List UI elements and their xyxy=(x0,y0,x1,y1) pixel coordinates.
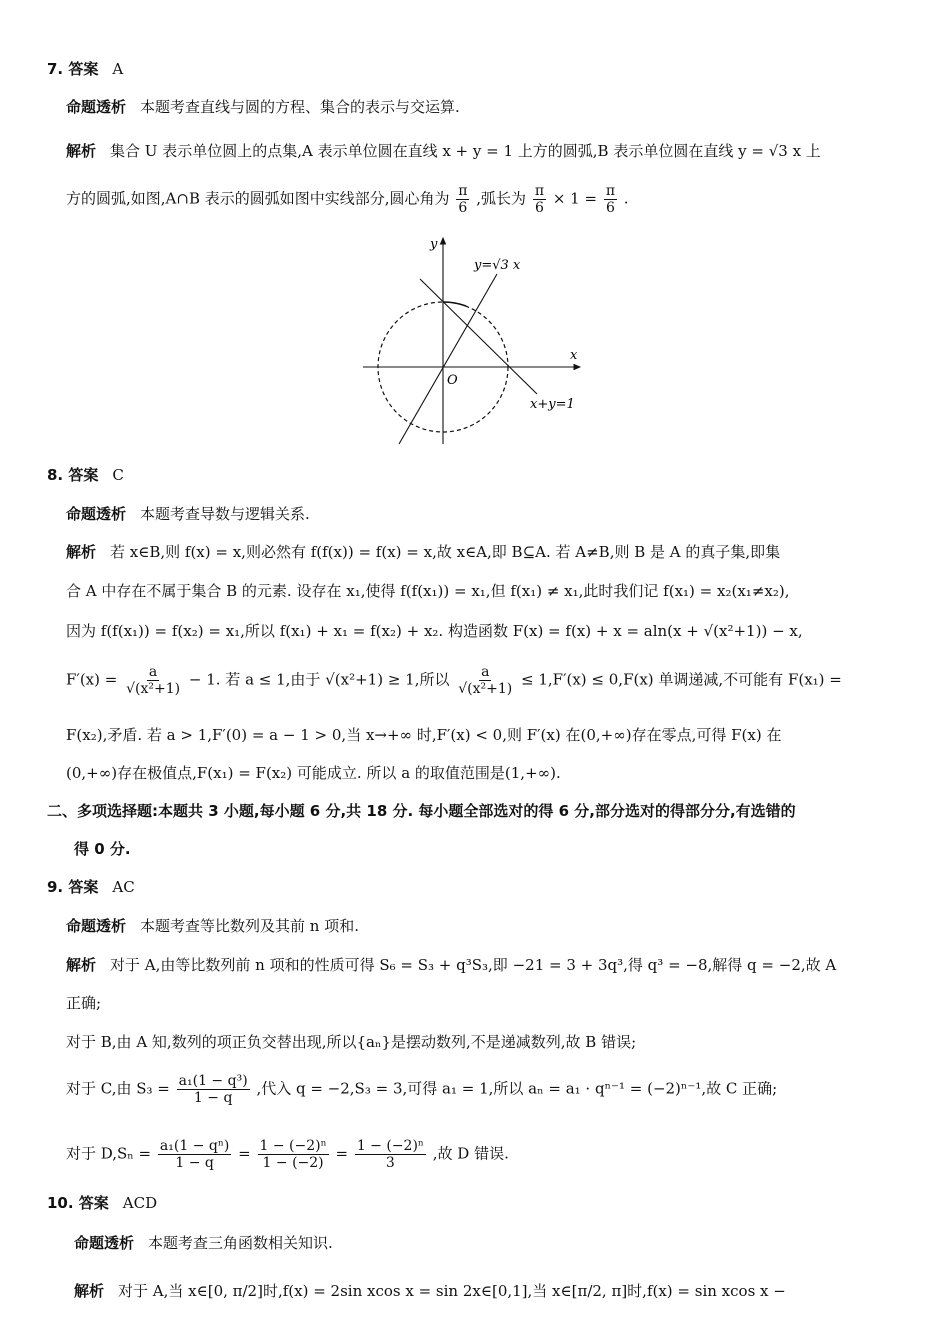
q7-intent xyxy=(66,98,460,116)
q7-analysis-line1 xyxy=(66,142,821,160)
section2-heading-cont: 得 0 分. xyxy=(74,840,131,858)
q10-intent-text: 本题考查三角函数相关知识. xyxy=(148,1234,333,1252)
q10-header xyxy=(47,1194,157,1212)
q8-number: 8. 答案 xyxy=(47,466,99,484)
q9-analysis-b: 对于 B,由 A 知,数列的项正负交替出现,所以{aₙ}是摆动数列,不是递减数列,故 B 错误; xyxy=(66,1033,637,1051)
q10-answer: ACD xyxy=(122,1194,158,1212)
q10-intent-label: 命题透析 xyxy=(74,1234,135,1252)
q7-analysis-text2: 方的圆弧,如图,A∩B 表示的圆弧如图中实线部分,圆心角为 xyxy=(66,189,450,208)
section2-heading: 二、多项选择题:本题共 3 小题,每小题 6 分,共 18 分. 每小题全部选对的得 6 分,部分选对的得部分分,有选错的 xyxy=(47,802,796,820)
q10-analysis-label: 解析 xyxy=(74,1282,105,1300)
q8-intent-label: 命题透析 xyxy=(66,505,127,523)
q9-intent-label: 命题透析 xyxy=(66,917,127,935)
q8-answer: C xyxy=(112,466,124,484)
q8-analysis-label: 解析 xyxy=(66,543,97,561)
q8-intent-text: 本题考查导数与逻辑关系. xyxy=(140,505,310,523)
q8-header xyxy=(47,466,124,484)
q9-analysis-d: 对于 D,Sₙ = $\frac{\text{a₁(1 − qⁿ)}}{1 - q}$ = $\frac{\text{1 − (−2)ⁿ}}{1 - (-2)}$ = $\frac{\text{1 − (−2)ⁿ}}{3}$ ,故 D 错误. xyxy=(66,1138,509,1172)
q9-answer: AC xyxy=(112,878,135,896)
q8-analysis-line5: F(x₂),矛盾. 若 a > 1,F′(0) = a − 1 > 0,当 x→+∞ 时,F′(x) < 0,则 F′(x) 在(0,+∞)存在零点,可得 F(x) 在 xyxy=(66,726,782,744)
q10-analysis-a1: 解析 对于 A,当 x∈[0, π/2]时,f(x) = 2sin xcos x = sin 2x∈[0,1],当 x∈[π/2, π]时,f(x) = sin xcos x − xyxy=(74,1282,786,1300)
q9-analysis-a1: 解析 对于 A,由等比数列前 n 项和的性质可得 S₆ = S₃ + q³S₃,即 −21 = 3 + 3q³,得 q³ = −8,解得 q = −2,故 A xyxy=(66,956,837,974)
line2-label: x+y=1 xyxy=(530,397,575,412)
q7-analysis-label: 解析 xyxy=(66,142,97,160)
q8-analysis-line6: (0,+∞)存在极值点,F(x₁) = F(x₂) 可能成立. 所以 a 的取值范围是(1,+∞). xyxy=(66,764,561,782)
result-fraction: $\frac{\pi}{6}$ xyxy=(605,183,616,217)
y-axis-label: y xyxy=(430,237,438,252)
q7-answer: A xyxy=(112,60,124,78)
q7-header xyxy=(47,60,123,78)
q8-analysis-line4: F′(x) = $\frac{a}{\text{√(x²+1)}}$ − 1. 若 a ≤ 1,由于 √(x²+1) ≥ 1,所以 $\frac{a}{\text{√(x²+1)}}$ ≤ 1,F′(x) ≤ 0,F(x) 单调递减,不可能有 F(x₁) = xyxy=(66,664,842,698)
q10-intent xyxy=(74,1234,333,1252)
q7-analysis-line2: 方的圆弧,如图,A∩B 表示的圆弧如图中实线部分,圆心角为 $\frac{\pi}{6}$ ,弧长为 $\frac{\pi}{6}$ × 1 = $\frac{\pi}{6}$ . xyxy=(66,183,629,217)
q8-intent xyxy=(66,505,310,523)
q9-intent-text: 本题考查等比数列及其前 n 项和. xyxy=(140,917,359,935)
s3-fraction: $\frac{\text{a₁(1 − q³)}}{1 - q}$ xyxy=(178,1073,248,1107)
q7-number: 7. 答案 xyxy=(47,60,99,78)
q7-intent-label: 命题透析 xyxy=(66,98,127,116)
x-axis-label: x xyxy=(570,348,578,363)
q10-number: 10. 答案 xyxy=(47,1194,109,1212)
q8-analysis-line1: 解析 若 x∈B,则 f(x) = x,则必然有 f(f(x)) = f(x) = x,故 x∈A,即 B⊆A. 若 A≠B,则 B 是 A 的真子集,即集 xyxy=(66,543,781,561)
angle-fraction: $\frac{\pi}{6}$ xyxy=(458,183,468,217)
q9-header xyxy=(47,878,135,896)
q9-number: 9. 答案 xyxy=(47,878,99,896)
bound-fraction: $\frac{a}{\text{√(x²+1)}}$ xyxy=(458,664,513,698)
arc-fraction: $\frac{\pi}{6}$ xyxy=(534,183,545,217)
q9-analysis-a2: 正确; xyxy=(66,994,102,1012)
line1-label: y=√3 x xyxy=(474,258,521,273)
q9-intent xyxy=(66,917,359,935)
q9-analysis-label: 解析 xyxy=(66,956,97,974)
q7-analysis-text1: 集合 U 表示单位圆上的点集,A 表示单位圆在直线 x + y = 1 上方的圆弧,B 表示单位圆在直线 y = √3 x 上 xyxy=(110,142,821,160)
origin-label: O xyxy=(447,373,458,388)
unit-circle-figure xyxy=(360,232,585,447)
q9-analysis-c: 对于 C,由 S₃ = $\frac{\text{a₁(1 − q³)}}{1 - q}$ ,代入 q = −2,S₃ = 3,可得 a₁ = 1,所以 aₙ = a₁ · qⁿ⁻¹ = (−2)ⁿ⁻¹,故 C 正确; xyxy=(66,1073,778,1107)
q7-intent-text: 本题考查直线与圆的方程、集合的表示与交运算. xyxy=(140,98,460,116)
q8-analysis-line2: 合 A 中存在不属于集合 B 的元素. 设存在 x₁,使得 f(f(x₁)) = x₁,但 f(x₁) ≠ x₁,此时我们记 f(x₁) = x₂(x₁≠x₂), xyxy=(66,582,790,600)
q8-analysis-line3: 因为 f(f(x₁)) = f(x₂) = x₁,所以 f(x₁) + x₁ = f(x₂) + x₂. 构造函数 F(x) = f(x) + x = aln(x + √(x²+1)) − x, xyxy=(66,622,803,640)
derivative-fraction: $\frac{a}{\text{√(x²+1)}}$ xyxy=(126,664,181,698)
